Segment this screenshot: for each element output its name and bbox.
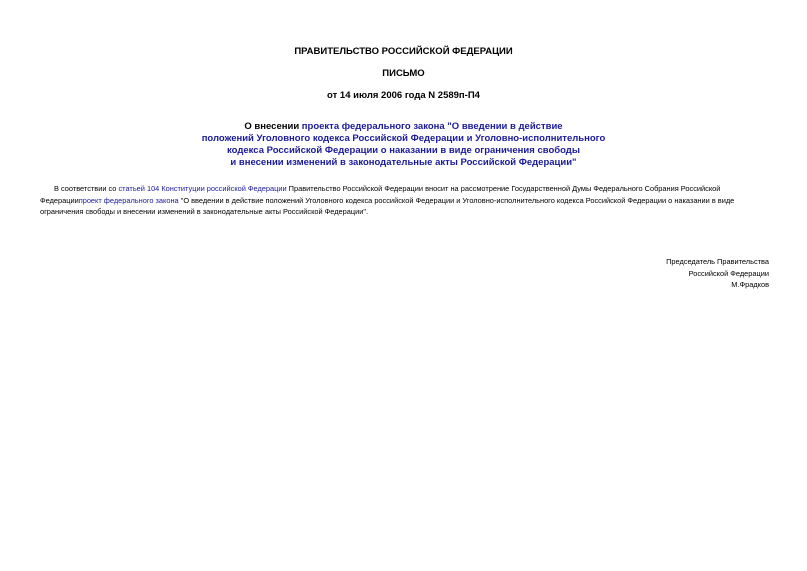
signature-position: Председатель Правительства xyxy=(666,257,769,266)
subject-law-link[interactable]: проекта федерального закона "О введении в действие xyxy=(301,121,563,132)
body-text-part-2: Правительство Российской Федерации вносит на рассмотрение Государственной Думы Федерального Собрания Российской Федерации xyxy=(40,184,721,205)
signature-organization: Российской Федерации xyxy=(688,268,769,278)
body-text-part-3: "О введении в действие положений Уголовного кодекса российской Федерации и Уголовно-исполнительного кодекса Российской Федерации о наказании в виде ограничения свободы и внесении изменений в законодательные акты Российской Федерации". xyxy=(40,195,735,216)
subject-line-2[interactable]: положений Уголовного кодекса Российской Федерации и Уголовно-исполнительного xyxy=(201,133,606,144)
document-subject xyxy=(0,121,807,169)
draft-law-link[interactable]: проект федерального закона xyxy=(78,195,179,205)
subject-prefix: О внесении xyxy=(244,121,302,132)
subject-line-3[interactable]: кодекса Российской Федерации о наказании в виде ограничения свободы xyxy=(227,145,580,156)
document-type: ПИСЬМО xyxy=(382,68,425,79)
constitution-article-link[interactable]: статьей 104 Конституции российской Федерации xyxy=(118,184,287,193)
body-text-part-1: В соответствии со xyxy=(54,184,119,193)
document-date-number: от 14 июля 2006 года N 2589п-П4 xyxy=(327,90,480,101)
signature-block xyxy=(666,256,769,291)
organization-title: ПРАВИТЕЛЬСТВО РОССИЙСКОЙ ФЕДЕРАЦИИ xyxy=(294,46,513,57)
signature-name: М.Фрадков xyxy=(731,280,769,289)
body-paragraph xyxy=(40,183,775,218)
subject-line-1 xyxy=(0,121,807,133)
subject-line-4[interactable]: и внесении изменений в законодательные акты Российской Федерации" xyxy=(230,157,577,168)
